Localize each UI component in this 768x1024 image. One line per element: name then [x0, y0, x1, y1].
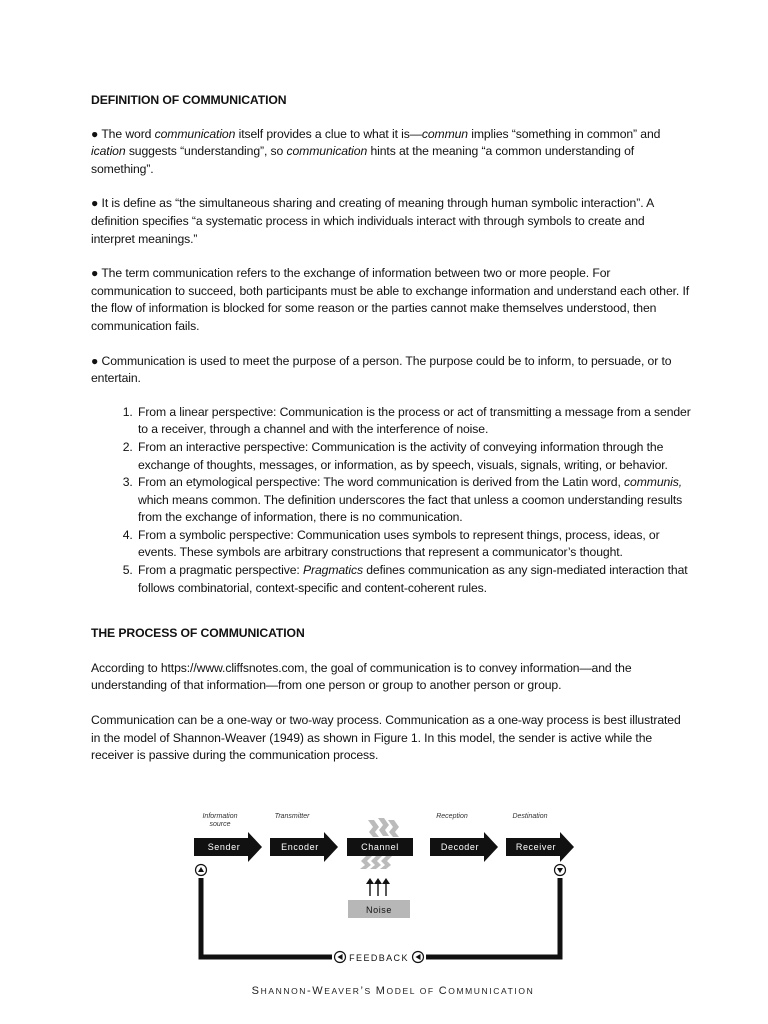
section-heading-process: THE PROCESS OF COMMUNICATION — [91, 626, 305, 641]
decoder-label: Decoder — [440, 842, 480, 852]
paragraph-one-way: Communication can be a one-way or two-way process. Communication as a one-way process is best illustrated in the model of Shannon-Weaver (1949) as shown in Figure 1. In this model, the sender is active while the receiver is passive during the communication process. — [91, 713, 681, 763]
noise-arrows-icon — [366, 878, 390, 896]
encoder-label: Encoder — [281, 842, 319, 852]
figure-caption: SHANNON-WEAVER’S MODEL OF COMMUNICATION — [251, 985, 535, 997]
list-item: 2. From an interactive perspective: Communication is the activity of conveying information through the exchange of thoughts, messages, or information, as by speech, visuals, signals, writing, or behavior. — [136, 439, 691, 474]
label-information-source-2: source — [209, 821, 231, 828]
list-item: 1. From a linear perspective: Communication is the process or act of transmitting a message from a sender to a receiver, through a channel and with the interference of noise. — [136, 404, 691, 439]
perspectives-list — [91, 404, 691, 598]
feedback-line-right — [426, 878, 560, 957]
paragraph-exchange: ● The term communication refers to the exchange of information between two or more people. For communication to succeed, both participants must be able to exchange information and understand each other. If the flow of information is blocked for some reason or the parties cannot make themselves understood, then communication fails. — [91, 266, 690, 333]
noise-distortion-icon — [360, 856, 392, 869]
receiver-label: Receiver — [515, 842, 557, 852]
noise-interference-icon — [368, 818, 399, 837]
sender-label: Sender — [207, 842, 241, 852]
shannon-weaver-diagram — [180, 806, 580, 1011]
down-circle-icon — [555, 865, 566, 876]
paragraph-goal: According to https://www.cliffsnotes.com, the goal of communication is to convey information—and the understanding of that information—from one person or group to another person or group. — [91, 660, 632, 693]
label-reception: Reception — [436, 813, 468, 820]
paragraph-purpose: ● Communication is used to meet the purpose of a person. The purpose could be to inform, to persuade, or to entertain. — [91, 353, 672, 386]
paragraph-word-origin: ● The word communication itself provides a clue to what it is—commun implies “something in common” and ication suggests “understanding”, so communication hints at the meaning “a common understanding of something”. — [91, 126, 661, 176]
list-item: 3. From an etymological perspective: The word communication is derived from the Latin word, communis, which means common. The definition underscores the fact that unless a coomon understanding results from the exchange of information, there is no communication. — [136, 474, 691, 527]
feedback-line-left — [201, 878, 332, 957]
diagram-svg — [180, 806, 580, 986]
noise-label: Noise — [365, 905, 393, 915]
feedback-left-arrow-icon-2 — [413, 952, 424, 963]
paragraph-definition: ● It is define as “the simultaneous sharing and creating of meaning through human symbolic interaction”. A definition specifies “a systematic process in which individuals interact with through symbols to create and interpret meanings.” — [91, 196, 654, 246]
feedback-left-arrow-icon — [335, 952, 346, 963]
feedback-label: FEEDBACK — [349, 953, 409, 963]
section-heading-definition: DEFINITION OF COMMUNICATION — [91, 93, 287, 107]
label-information-source-1: Information — [202, 813, 238, 820]
label-destination: Destination — [512, 813, 548, 820]
channel-label: Channel — [361, 842, 399, 852]
document-body — [91, 92, 691, 782]
list-item: 4. From a symbolic perspective: Communication uses symbols to represent things, process, ideas, or events. These symbols are arbitrary constructions that represent a communicator’s thought. — [136, 527, 691, 562]
list-item: 5. From a pragmatic perspective: Pragmatics defines communication as any sign-mediated interaction that follows combinatorial, context-specific and content-coherent rules. — [136, 562, 691, 597]
up-circle-icon — [196, 865, 207, 876]
label-transmitter: Transmitter — [274, 813, 310, 820]
